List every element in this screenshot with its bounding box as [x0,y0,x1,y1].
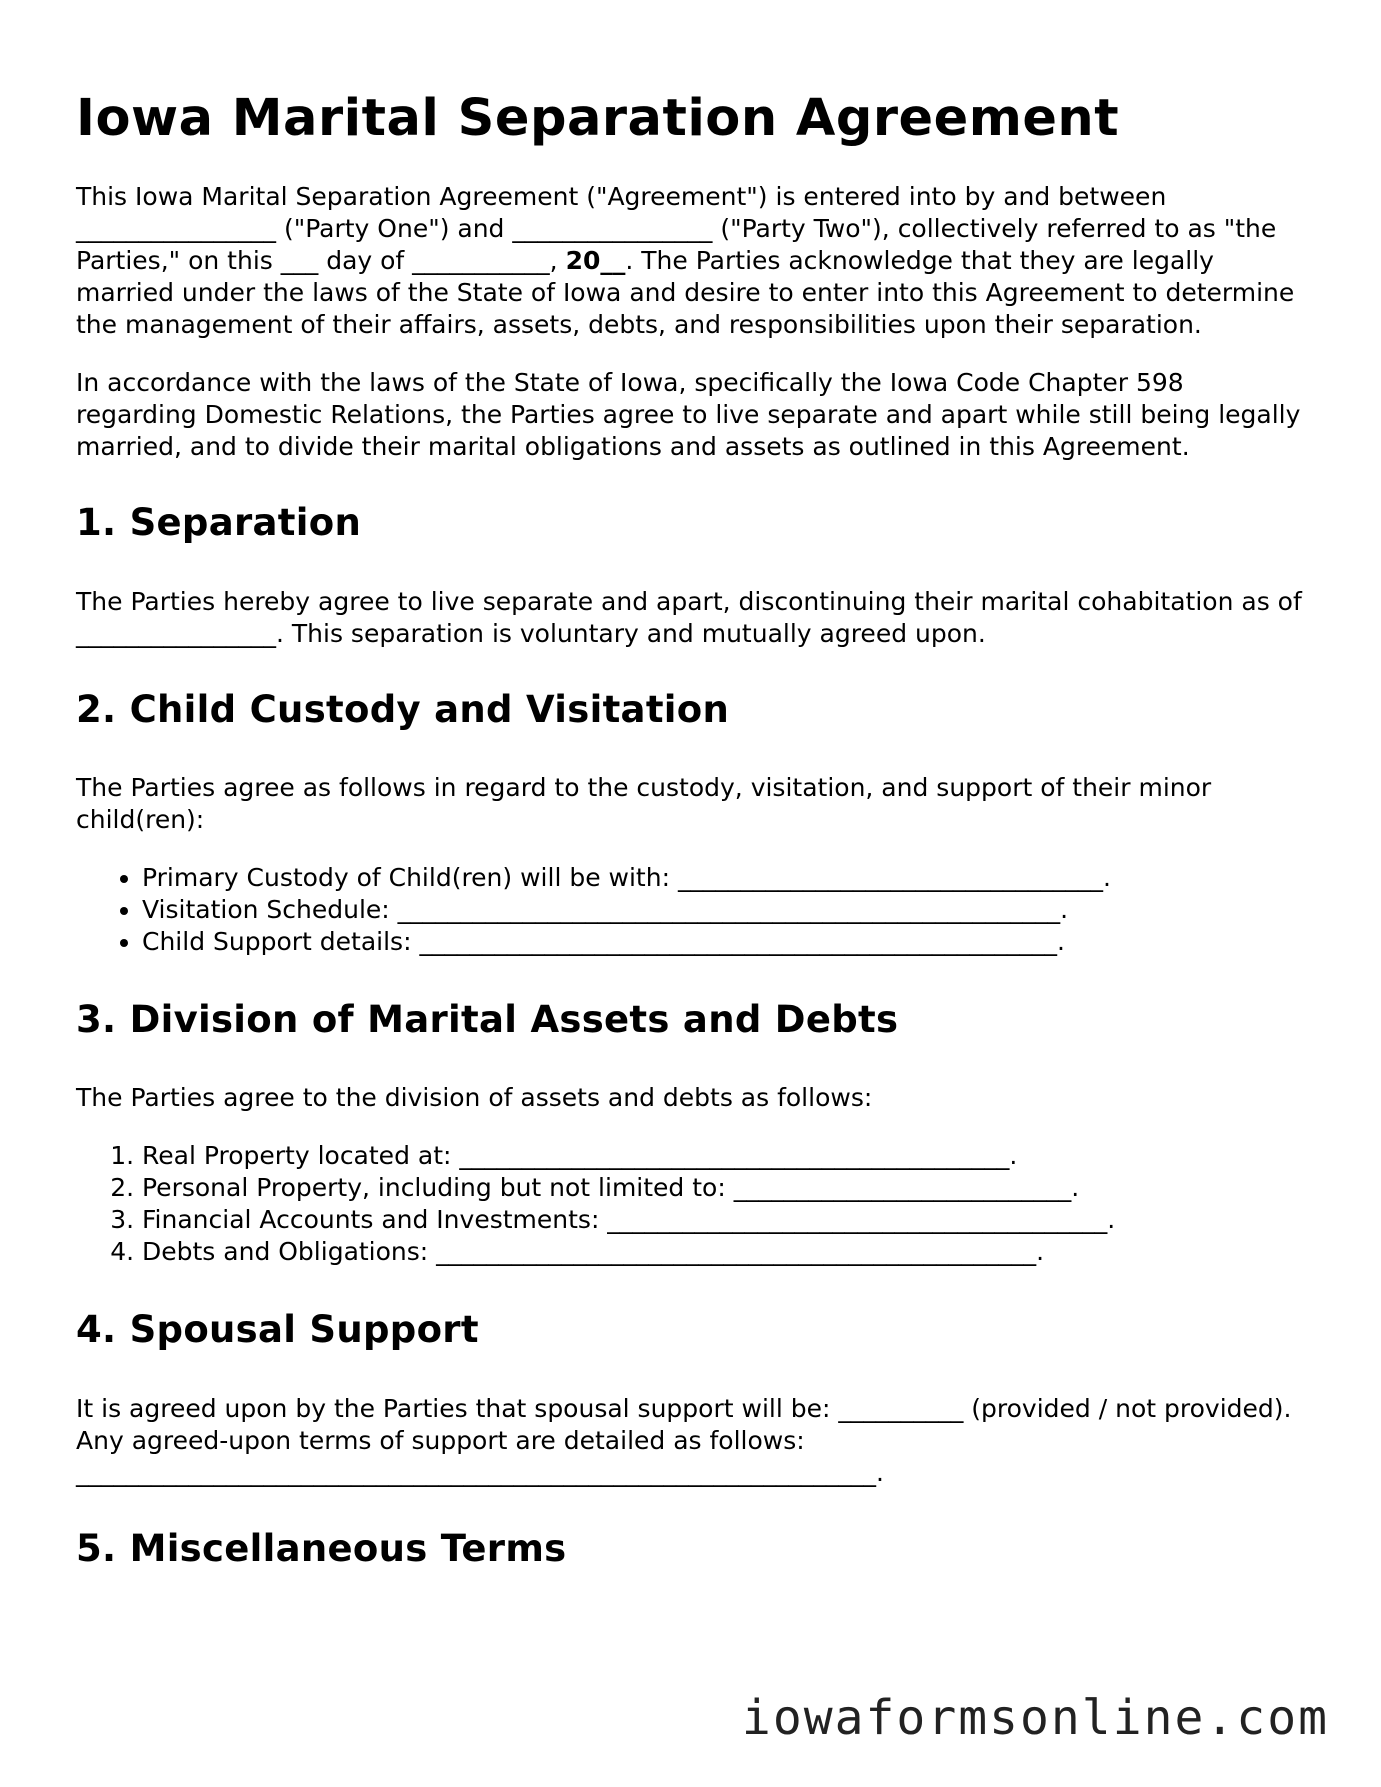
list-item: • Primary Custody of Child(ren) will be with: __________________________________. [142,862,1306,894]
intro-text-b: . The Parties acknowledge that they are legally married under the laws of the State of Iowa and desire to enter into this Agreement to determine the management of their affairs, assets, debts, and responsibilities upon their separation. [76,246,1295,340]
intro-year: 20__ [565,246,626,276]
intro-paragraph-2: In accordance with the laws of the State of Iowa, specifically the Iowa Code Chapter 598 regarding Domestic Relations, the Parties agree to live separate and apart while still being legally married, and to divide their marital obligations and assets as outlined in this Agreement. [76,368,1301,462]
section-1-text: The Parties hereby agree to live separate and apart, discontinuing their marital cohabitation as of ________________. This separation is voluntary and mutually agreed upon. [76,586,1302,648]
document-title: Iowa Marital Separation Agreement [76,89,1120,148]
section-3-list [76,1140,1306,1268]
section-2-list [76,862,1306,958]
section-4-heading: 4. Spousal Support [76,1308,479,1352]
watermark-text: iowaformsonline.com [741,1690,1329,1746]
section-3-heading: 3. Division of Marital Assets and Debts [76,997,899,1041]
list-item: • Visitation Schedule: _____________________________________________________. [142,894,1306,926]
section-1-heading: 1. Separation [76,501,362,545]
section-5-heading: 5. Miscellaneous Terms [76,1526,567,1570]
section-2-heading: 2. Child Custody and Visitation [76,687,730,731]
section-4-text: It is agreed upon by the Parties that spousal support will be: __________ (provided / not provided). Any agreed-upon terms of support are detailed as follows: ________________________________________________________________. [76,1393,1292,1487]
list-item: 1. Real Property located at: ____________________________________________. [142,1140,1306,1172]
intro-text-a: This Iowa Marital Separation Agreement ("Agreement") is entered into by and between ________________ ("Party One") and ________________ ("Party Two"), collectively referred to as "the Parties," on this ___ day of ___________, [76,182,1277,276]
list-item: 3. Financial Accounts and Investments: ________________________________________. [142,1204,1306,1236]
document-page [76,88,1306,1611]
list-item: • Child Support details: ___________________________________________________. [142,926,1306,958]
section-3-text: The Parties agree to the division of assets and debts as follows: [76,1083,873,1113]
list-item: 4. Debts and Obligations: ________________________________________________. [142,1236,1306,1268]
intro-paragraph-1 [76,181,1306,341]
list-item: 2. Personal Property, including but not limited to: ___________________________. [142,1172,1306,1204]
section-2-text: The Parties agree as follows in regard to the custody, visitation, and support of their minor child(ren): [76,772,1212,834]
